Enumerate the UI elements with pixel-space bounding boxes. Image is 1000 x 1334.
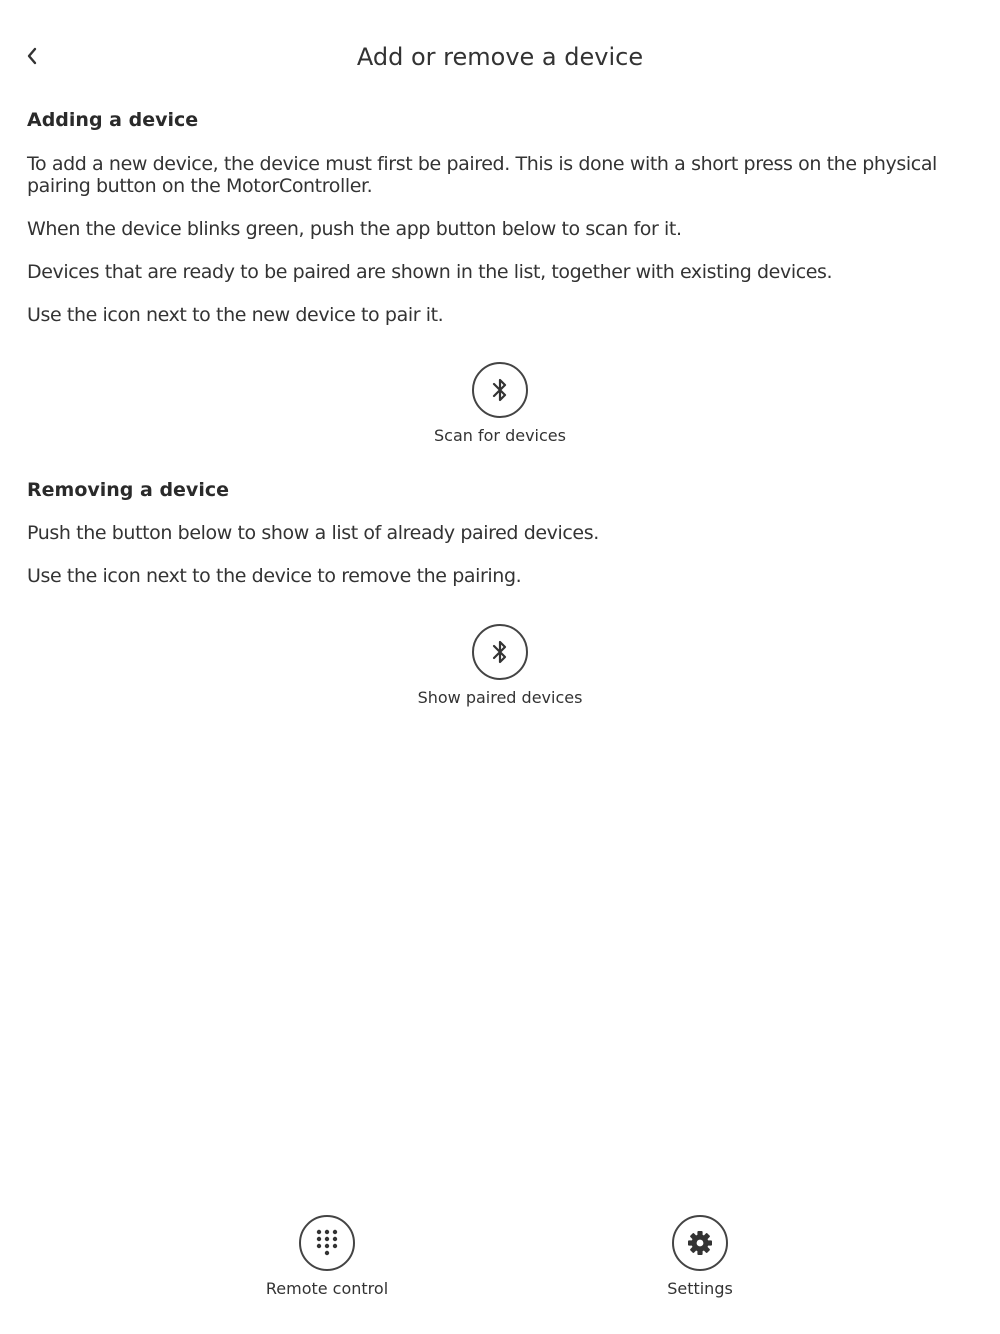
show-paired-devices-label: Show paired devices (417, 688, 583, 707)
bluetooth-icon (489, 638, 511, 666)
adding-paragraph-1: To add a new device, the device must first be paired. This is done with a short press on the physical pairing button on the MotorController. (27, 153, 937, 197)
adding-heading: Adding a device (27, 109, 199, 131)
bluetooth-icon (489, 376, 511, 404)
settings-button[interactable] (672, 1215, 728, 1271)
settings-label: Settings (667, 1279, 733, 1298)
scan-devices-label: Scan for devices (434, 426, 566, 445)
removing-heading: Removing a device (27, 479, 229, 501)
paired-devices-control (370, 624, 630, 707)
page-title: Add or remove a device (356, 43, 644, 71)
adding-paragraph-4: Use the icon next to the new device to pair it. (27, 304, 444, 326)
header (0, 0, 1000, 110)
scan-devices-button[interactable] (472, 362, 528, 418)
removing-paragraph-2: Use the icon next to the device to remove the pairing. (27, 565, 522, 587)
show-paired-devices-button[interactable] (472, 624, 528, 680)
scan-devices-control (370, 362, 630, 445)
remote-control-nav (197, 1215, 457, 1298)
remote-control-label: Remote control (265, 1279, 389, 1298)
settings-nav (570, 1215, 830, 1298)
removing-paragraph-1: Push the button below to show a list of already paired devices. (27, 522, 599, 544)
gear-icon (686, 1229, 714, 1257)
keypad-icon (314, 1228, 340, 1258)
remote-control-button[interactable] (299, 1215, 355, 1271)
adding-paragraph-2: When the device blinks green, push the app button below to scan for it. (27, 218, 682, 240)
adding-paragraph-3: Devices that are ready to be paired are shown in the list, together with existing devices. (27, 261, 833, 283)
